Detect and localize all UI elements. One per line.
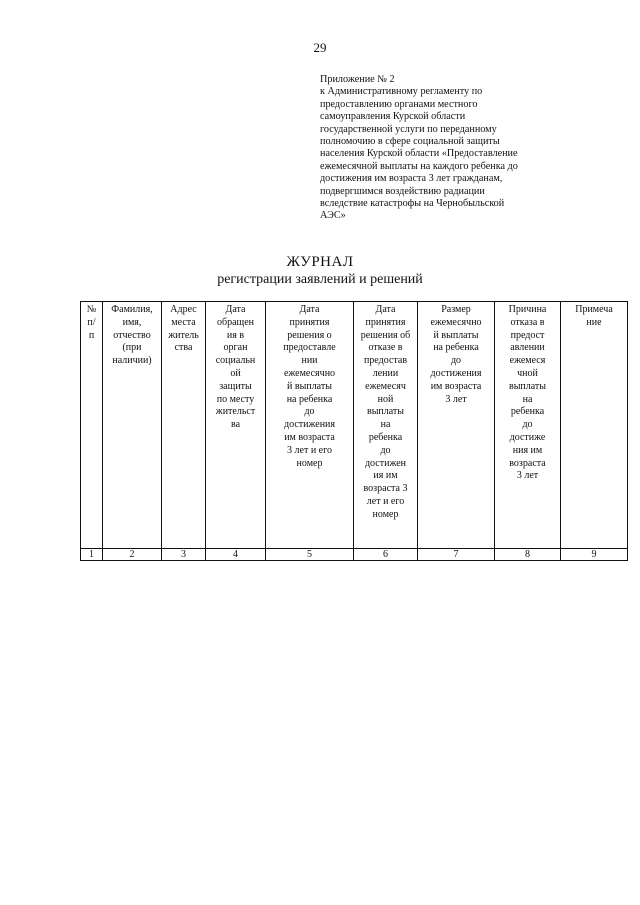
header-line: возраста 3 xyxy=(363,483,408,495)
header-line: п xyxy=(88,329,95,341)
header-line: ребенка xyxy=(368,431,403,443)
header-line: Размер xyxy=(441,304,471,315)
header-cell-number xyxy=(81,302,103,549)
page-number: 29 xyxy=(313,40,327,55)
header-line: до xyxy=(450,355,462,367)
appendix-line: АЭС» xyxy=(320,210,346,222)
column-number-cell: 3 xyxy=(162,549,206,561)
appendix-block xyxy=(320,74,570,223)
header-line: наличии) xyxy=(112,355,152,367)
column-number-cell: 8 xyxy=(495,549,561,561)
header-line: ние xyxy=(586,316,602,328)
header-line: номер xyxy=(296,457,323,469)
header-line: ния им xyxy=(512,444,543,456)
header-line: ежемесяч xyxy=(365,380,406,392)
header-line: ной xyxy=(377,393,394,405)
header-line: имя, xyxy=(122,316,142,328)
appendix-line: ежемесячной выплаты на каждого ребенка до xyxy=(320,160,518,172)
column-number-cell: 4 xyxy=(206,549,266,561)
appendix-line: Приложение № 2 xyxy=(320,74,395,85)
header-line: им возраста xyxy=(430,380,482,392)
header-line: № xyxy=(86,304,97,315)
header-row xyxy=(81,302,628,549)
journal-table xyxy=(80,301,628,561)
appendix-line: подвергшимся воздействию радиации xyxy=(320,185,485,197)
header-line: Дата xyxy=(225,304,246,315)
appendix-line: самоуправления Курской области xyxy=(320,111,466,123)
header-line: возраста xyxy=(509,457,546,469)
appendix-line: к Административному регламенту по xyxy=(320,86,483,98)
header-line: по месту xyxy=(216,393,255,405)
appendix-line: государственной услуги по переданному xyxy=(320,123,497,135)
header-line: решения об xyxy=(360,329,411,341)
header-line: до xyxy=(522,419,533,431)
header-line: отчество xyxy=(113,329,151,341)
column-number-row xyxy=(81,549,628,561)
header-line: Фамилия, xyxy=(111,304,153,315)
journal-title: ЖУРНАЛ xyxy=(286,254,354,270)
header-cell-full-name xyxy=(103,302,162,549)
header-line: обращен xyxy=(216,316,255,328)
header-line: принятия xyxy=(289,316,330,328)
header-line: Дата xyxy=(375,304,396,315)
column-number-cell: 7 xyxy=(418,549,495,561)
header-line: ежемесячно xyxy=(283,367,336,379)
header-line: авлении xyxy=(510,342,545,354)
header-line: предоставле xyxy=(283,342,336,354)
header-line: на xyxy=(380,419,391,431)
appendix-line: достижения им возраста 3 лет гражданам, xyxy=(320,173,503,185)
header-line: отказа в xyxy=(510,316,545,328)
header-line: жительст xyxy=(215,406,256,418)
header-line: отказе в xyxy=(368,342,403,354)
header-line: номер xyxy=(372,508,399,520)
header-line: Дата xyxy=(299,304,320,315)
header-line: Примеча xyxy=(575,304,613,315)
appendix-line: полномочию в сфере социальной защиты xyxy=(320,136,500,148)
header-line: ия в xyxy=(226,329,245,341)
column-number-cell: 2 xyxy=(103,549,162,561)
header-line: ребенка xyxy=(510,406,545,418)
header-line: им возраста xyxy=(284,431,335,443)
header-line: защиты xyxy=(219,380,252,392)
column-number-cell: 5 xyxy=(266,549,354,561)
header-line: места xyxy=(171,316,196,328)
header-line: Адрес xyxy=(170,304,197,315)
header-cell-application-date xyxy=(206,302,266,549)
header-line: лении xyxy=(372,367,399,379)
journal-subtitle: регистрации заявлений и решений xyxy=(217,272,423,287)
appendix-line: вследствие катастрофы на Чернобыльской xyxy=(320,198,505,210)
header-line: достиже xyxy=(509,431,546,443)
header-line: выплаты xyxy=(508,380,547,392)
header-line: ежемесячно xyxy=(430,316,482,328)
header-line: предост xyxy=(510,329,545,341)
header-line: ия им xyxy=(373,470,398,482)
appendix-line: предоставлению органами местного xyxy=(320,98,478,110)
header-line: ва xyxy=(230,419,241,431)
appendix-line: населения Курской области «Предоставление xyxy=(320,148,518,160)
header-line: житель xyxy=(168,329,199,341)
header-line: на ребенка xyxy=(433,342,479,354)
header-cell-refusal-reason xyxy=(495,302,561,549)
header-cell-address xyxy=(162,302,206,549)
header-line: на xyxy=(522,393,533,405)
column-number-cell: 9 xyxy=(561,549,628,561)
header-line: социальн xyxy=(215,355,256,367)
header-line: выплаты xyxy=(366,406,405,418)
header-line: принятия xyxy=(365,316,406,328)
header-line: (при xyxy=(122,342,142,354)
header-line: й выплаты xyxy=(287,380,332,392)
header-line: лет и его xyxy=(366,495,405,507)
column-number-cell: 1 xyxy=(81,549,103,561)
header-line: ой xyxy=(230,367,241,379)
header-line: до xyxy=(380,444,391,456)
header-line: ежемеся xyxy=(509,355,546,367)
header-cell-note xyxy=(561,302,628,549)
header-line: достижения xyxy=(430,367,482,379)
header-cell-payment-amount xyxy=(418,302,495,549)
header-line: до xyxy=(304,406,315,418)
header-line: 3 лет и его xyxy=(287,444,332,456)
header-line: решения о xyxy=(287,329,332,341)
header-line: 3 лет xyxy=(516,470,539,482)
header-line: п/ xyxy=(87,316,96,328)
header-line: чной xyxy=(517,367,538,379)
header-line: 3 лет xyxy=(445,393,467,405)
header-line: предостав xyxy=(363,355,408,367)
header-cell-grant-decision-date xyxy=(266,302,354,549)
header-line: достижения xyxy=(283,419,335,431)
header-line: достижен xyxy=(364,457,407,469)
header-line: ства xyxy=(174,342,193,354)
header-line: на ребенка xyxy=(286,393,333,405)
header-line: нии xyxy=(301,355,318,367)
header-cell-refusal-decision-date xyxy=(354,302,418,549)
header-line: й выплаты xyxy=(433,329,479,341)
column-number-cell: 6 xyxy=(354,549,418,561)
header-line: Причина xyxy=(508,304,547,315)
header-line: орган xyxy=(223,342,248,354)
